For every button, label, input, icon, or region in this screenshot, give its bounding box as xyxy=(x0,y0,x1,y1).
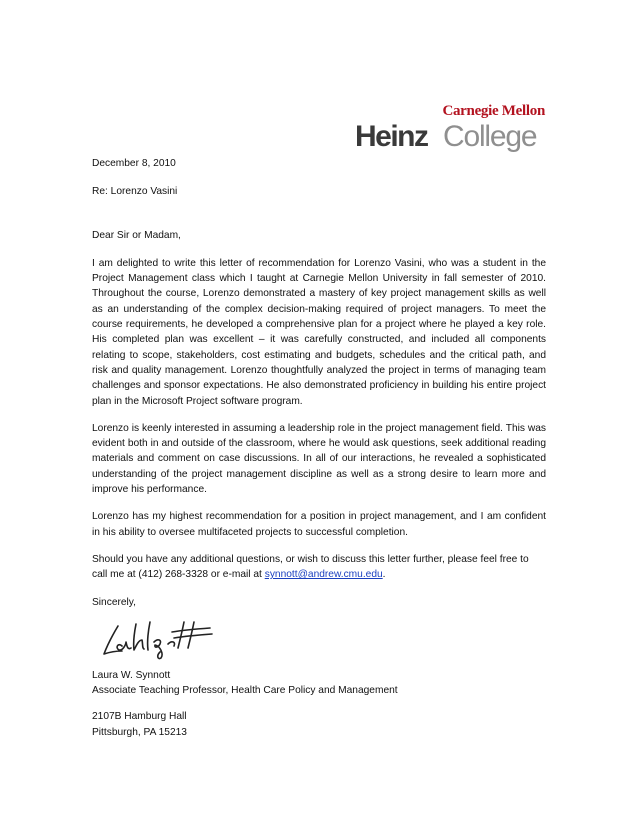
handwritten-signature xyxy=(98,618,228,660)
letter-paragraph-1: I am delighted to write this letter of recommendation for Lorenzo Vasini, who was a student in the Project Management class which I taught at Carnegie Mellon University in fall semester of 2010. Throughout the course, Lorenzo demonstrated a mastery of key project management skills as well as an understanding of the complex decision-making required of project managers. To meet the course requirements, he developed a comprehensive plan for a project where he played a key role. His completed plan was excellent – it was carefully constructed, and included all components relating to scope, stakeholders, cost estimating and budgets, schedules and the critical path, and risk and quality management. Lorenzo thoughtfully analyzed the project in terms of managing team challenges and sponsor expectations. He also demonstrated proficiency in building his entire project plan in the Microsoft Project software program. xyxy=(92,257,546,407)
letter-body xyxy=(92,156,546,740)
letter-paragraph-4 xyxy=(92,552,546,583)
contact-text-end: . xyxy=(382,569,386,581)
logo-heinz-text: Heinz xyxy=(355,120,428,153)
email-link[interactable]: synnott@andrew.cmu.edu xyxy=(264,569,383,581)
letter-paragraph-2: Lorenzo is keenly interested in assuming a leadership role in the project management field. This was evident both in and outside of the classroom, where he would ask questions, seek additional reading materials and comment on case discussions. In all of our interactions, he revealed a sophisticated understanding of the project management discipline as well as a strong desire to learn more and improve his performance. xyxy=(92,422,546,496)
logo-carnegie-mellon-text: Carnegie Mellon xyxy=(442,103,545,119)
address-line-2: Pittsburgh, PA 15213 xyxy=(92,726,187,738)
letter-salutation: Dear Sir or Madam, xyxy=(92,229,181,241)
letter-paragraph-3: Lorenzo has my highest recommendation for a position in project management, and I am confident in his ability to oversee multifaceted projects to successful completion. xyxy=(92,511,546,538)
address-line-1: 2107B Hamburg Hall xyxy=(92,711,187,723)
signer-name: Laura W. Synnott xyxy=(92,669,171,681)
letter-subject: Re: Lorenzo Vasini xyxy=(92,186,178,198)
contact-text: Should you have any additional questions, or wish to discuss this letter further, please feel free to call me at (412) 268-3328 or e-mail at xyxy=(92,553,529,581)
signer-title: Associate Teaching Professor, Health Care Policy and Management xyxy=(92,685,398,697)
heinz-college-logo xyxy=(355,103,545,159)
letter-date: December 8, 2010 xyxy=(92,158,176,169)
logo-college-text: College xyxy=(443,120,537,153)
letter-closing: Sincerely, xyxy=(92,596,136,608)
